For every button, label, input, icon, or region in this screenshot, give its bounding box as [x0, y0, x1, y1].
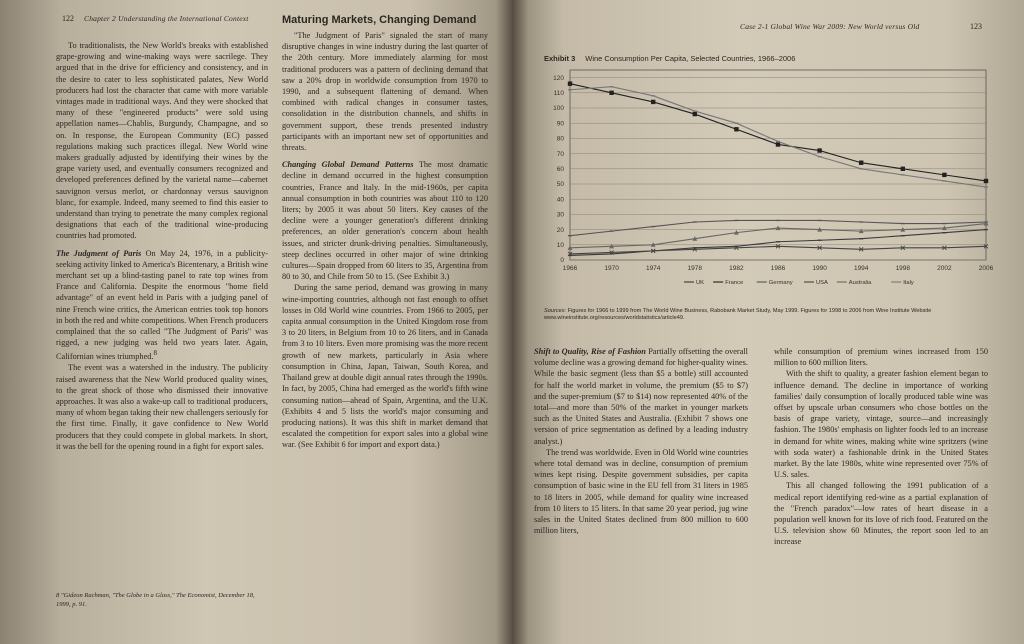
paragraph: This all changed following the 1991 publication of a medical report identifying red-wine as a partial explanation of the "French paradox"—low rates of heart disease in a population well known for its love of rich food. Featured on the U.S. television show 60 Minutes, the report soon led to an increase: [774, 481, 988, 547]
footnote-marker: 8: [153, 350, 157, 358]
paragraph-text: The most dramatic decline in demand occurred in the highest consumption countries, France and Italy. In the mid-1960s, per capita annual consumption in both countries was about 110 to 120 liters; by 2005 it was about 50 liters. Key causes of the decline were a younger generation's different drinking preferences, an older generation's concern about health issues, and stricter drunk-driving penalties. Simultaneously, steep declines occurred in other major of wine drinking cultures—Spain dropped from 60 liters to 35, Argentina from 80 to 30, and Chile from 50 to 15. (See Exhibit 3.): [282, 160, 488, 282]
legend-entry-italy: Italy: [903, 280, 914, 286]
exhibit-caption: Wine Consumption Per Capita, Selected Countries, 1966–2006: [585, 54, 796, 63]
x-tick-label: 1986: [770, 265, 786, 272]
data-point: [984, 179, 988, 183]
data-point: [651, 100, 655, 104]
data-point: [776, 142, 780, 146]
data-point: [942, 173, 946, 177]
y-tick-label: 50: [556, 181, 564, 189]
paragraph: The trend was worldwide. Even in Old World wine countries where total demand was in decline, consumption of premium wines kept rising. Despite government subsidies, per capita consumption of basic wine in the EU fell from 31 liters in 1985 to 18 liters in 2005, while demand for quality wine increased from 10 liters to 15 liters. In that same 20 year period, jug wine sales in the United States declined from 800 million to 600 million liters,: [534, 447, 748, 536]
legend-entry-uk: UK: [696, 280, 705, 286]
x-tick-label: 2002: [937, 265, 952, 272]
y-tick-label: 120: [553, 74, 564, 82]
paragraph: The event was a watershed in the industry. The publicity raised awareness that the New World produced quality wines, to the great shock of those who dismissed their innovative approaches. It was also a wake-up call to traditional producers, many of whom began taking their new challengers seriously for the first time. Finally, it gave confidence to New World producers that they could compete in global markets. In short, it was the bell for the opening round in a fight for export sales.: [56, 363, 268, 451]
x-tick-label: 1990: [812, 265, 827, 272]
book-gutter: [496, 0, 528, 644]
line-chart: [534, 64, 1004, 306]
right-page: [512, 0, 1024, 644]
y-tick-label: 20: [556, 226, 564, 234]
left-page-number: 122: [62, 14, 74, 23]
y-tick-label: 110: [553, 90, 564, 97]
paragraph: To traditionalists, the New World's breaks with established grape-growing and wine-making ways were sacrilege. They argued that in the drive for efficiency and consistency, and in the desire to cater to less sophisticated palates, New World producers had lost the character that came with more variable vintages made in traditional ways. And they were shocked that many of these "engineered products" were sold using appellation names—Chablis, Burgundy, Champagne, and so on. In response, the European Community (EC) passed regulations making such practices illegal. New World wine makers gradually adjusted by identifying their wines by the grape variety used, and eventually consumers recognized and developed preferences defined by the varietal name—cabernet sauvignon versus merlot, or chardonnay versus sauvignon blanc, for example. Indeed, many seemed to find this easier to understand than trying to penetrate the many complex regional designations that each of the traditional wine-producing countries had promoted.: [56, 41, 268, 241]
left-column-1: [56, 40, 268, 452]
exhibit-3: [534, 46, 1004, 321]
data-point: [568, 81, 572, 85]
y-tick-label: 0: [560, 257, 564, 265]
paragraph: while consumption of premium wines increased from 150 million to 600 million liters.: [774, 347, 988, 368]
legend-entry-germany: Germany: [768, 280, 793, 286]
legend-entry-france: France: [725, 280, 744, 286]
y-tick-label: 100: [553, 105, 564, 113]
section-heading: Shift to Quality, Rise of Fashion: [534, 347, 646, 356]
data-point: [609, 91, 613, 95]
exhibit-source: [544, 308, 994, 322]
x-tick-label: 1994: [853, 265, 869, 272]
x-tick-label: 1966: [562, 265, 578, 272]
x-tick-label: 1998: [895, 265, 911, 272]
paragraph: "The Judgment of Paris" signaled the start of many disruptive changes in wine industry during the last quarter of the 20th century. More immediately alarming for most traditional producers was a pattern of declining demand that saw a 20% drop in worldwide consumption from 1970 to 1990, and a subsequent flattening of demand. When combined with radical changes in consumer tastes, consolidation in the distribution channels, and shifts in government support, these trends presented industry participants with an important new set of opportunities and threats.: [282, 31, 488, 153]
right-page-number: 123: [970, 22, 982, 31]
y-tick-label: 40: [556, 196, 564, 204]
paragraph: [56, 248, 268, 363]
data-point: [859, 161, 863, 165]
data-point: [693, 112, 697, 116]
x-tick-label: 1970: [604, 265, 619, 272]
legend-entry-australia: Australia: [848, 280, 872, 286]
data-point: [901, 167, 905, 171]
footnote: 8 "Gideon Rachman, "The Globe in a Glass," The Economist, December 18, 1999, p. 91.: [56, 592, 255, 608]
paragraph-text: Partially offsetting the overall volume decline was a growing demand for higher-quality wines. While the basic segment (less than $5 a bottle) still accounted for half the world market in volume, the premium ($5 to $7) and the super-premium ($7 to $14) now represented 40% of the total—and more than 50% of the market in younger markets such as the United States and Australia. (Exhibit 7 shows one version of price segmentation as defined by a leading industry analyst.): [534, 347, 748, 446]
section-title: Maturing Markets, Changing Demand: [282, 14, 477, 26]
left-column-2: [282, 30, 488, 451]
left-running-head: Chapter 2 Understanding the International Context: [84, 14, 249, 23]
exhibit-number: Exhibit 3: [544, 54, 576, 63]
y-tick-label: 80: [556, 135, 564, 143]
section-heading: The Judgment of Paris: [56, 248, 142, 258]
y-tick-label: 60: [556, 166, 564, 173]
y-tick-label: 90: [556, 120, 564, 128]
right-column-2: [774, 346, 988, 548]
data-point: [817, 148, 821, 152]
x-tick-label: 1974: [645, 265, 661, 272]
paragraph: With the shift to quality, a greater fashion element began to influence demand. The decline in importance of working families' daily consumption of locally produced table wine was offset by upscale urban consumers who chose bottles on the basis of grape variety, vintage, source—and increasingly fashion. The 1980s' emphasis on lighter foods led to an increase in demand for white wines, making white wine spritzers (wine with soda water) a fashionable drink in the United States market. By the late 1980s, white wine represented over 75% of U.S. sales.: [774, 369, 988, 480]
exhibit-title: [544, 54, 795, 63]
y-tick-label: 70: [556, 150, 564, 158]
legend-entry-usa: USA: [816, 280, 828, 286]
paragraph-text: On May 24, 1976, in a publicity-seeking activity linked to America's Bicentenary, a British wine merchant set up a blind-tasting panel to rate top wines from France and California. Despite the enormous "home field advantage" of an event held in Paris with a judging panel of nine French wine critics, the American entries took top honors in both the red and white competitions. When French producers complained that the so called "The Judgment of Paris" was rigged, a new judging was held two years later. Again, Californian wines triumphed.: [56, 248, 269, 362]
right-column-1: [534, 346, 748, 536]
x-tick-label: 2006: [978, 265, 994, 272]
paragraph: During the same period, demand was growing in many wine-importing countries, although not fast enough to offset losses in Old World wine countries. From 1966 to 2005, per capita annual consumption in the United Kingdom rose from 3 to 20 liters, in Belgium from 10 to 26 liters, and in Canada from 3 to 10 liters. Even more promising was the more recent growth of new markets, particularly in Asia where consumption in China, Japan, Taiwan, South Korea, and Thailand grew at double digit annual rates through the 1990s. In fact, by 2005, China had emerged as the world's fifth wine consuming nation—ahead of Spain, Argentina, and the U.K. (Exhibits 4 and 5 lists the world's major consuming and producing nations). It was this shift in market demand that escalated the competition for export sales into a global wine war. (See Exhibit 6 for import and export data.): [282, 283, 488, 450]
data-point: [734, 127, 738, 131]
source-label: Sources:: [544, 308, 567, 314]
plot-area: [570, 70, 986, 260]
series-line-france: [570, 84, 986, 181]
paragraph: [534, 346, 748, 447]
y-tick-label: 30: [556, 211, 564, 219]
x-tick-label: 1982: [729, 265, 744, 272]
paragraph: [282, 159, 488, 282]
right-running-head: Case 2-1 Global Wine War 2009: New World versus Old: [740, 22, 920, 31]
y-tick-label: 10: [556, 242, 564, 249]
x-tick-label: 1978: [687, 265, 703, 272]
source-text: Figures for 1966 to 1999 from The World Wine Business, Rabobank Market Study, May 1999. Figures for 1998 to 2006 from Wine Institute Website www.wineinstitute.org/resources/worldstatistics/article49.: [544, 308, 932, 321]
section-heading: Changing Global Demand Patterns: [282, 160, 414, 170]
